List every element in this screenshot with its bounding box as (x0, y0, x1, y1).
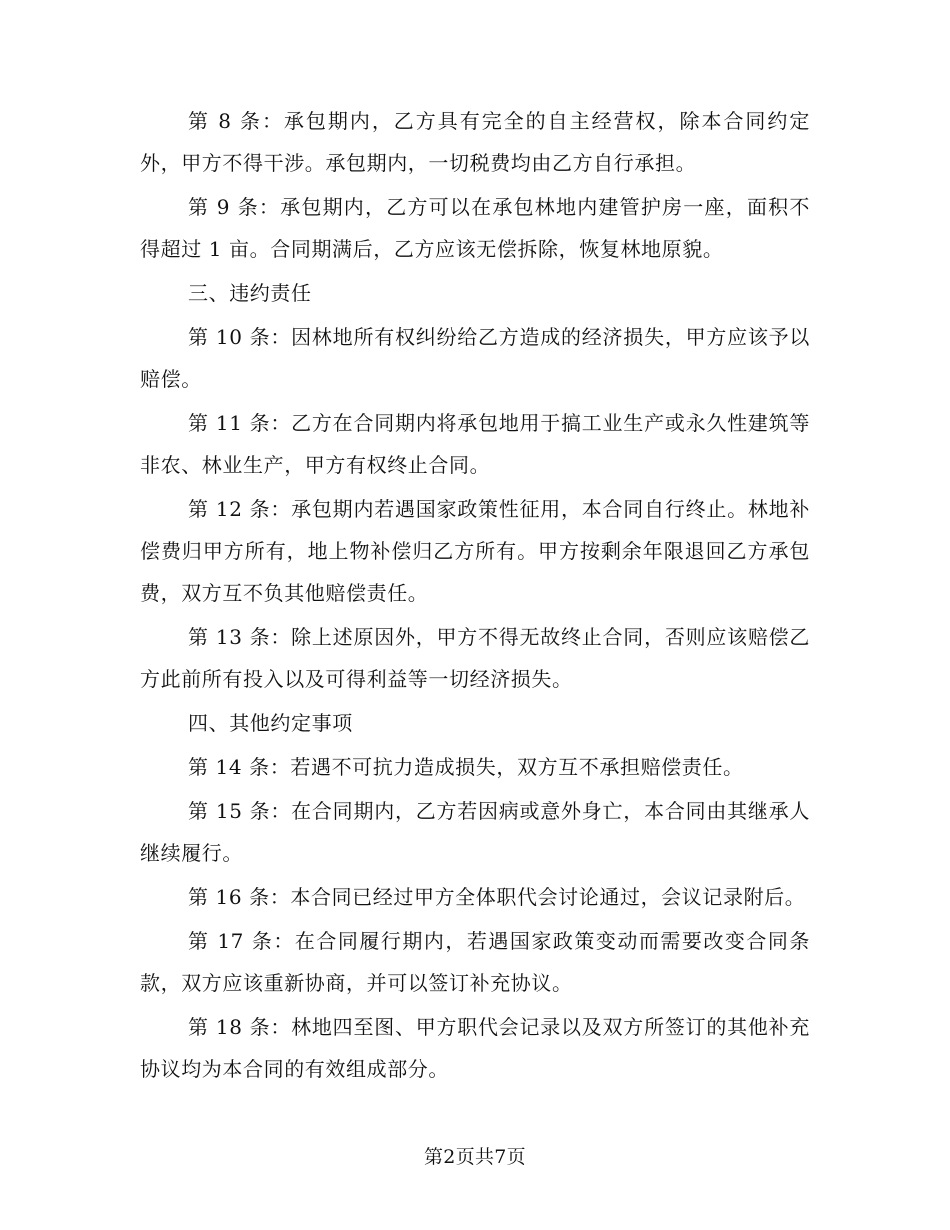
clause-12: 第 12 条：承包期内若遇国家政策性征用，本合同自行终止。林地补偿费归甲方所有，地上物补偿归乙方所有。甲方按剩余年限退回乙方承包费，双方互不负其他赔偿责任。 (140, 497, 810, 605)
clause-10: 第 10 条：因林地所有权纠纷给乙方造成的经济损失，甲方应该予以赔偿。 (140, 325, 810, 391)
document-body (140, 100, 810, 1092)
clause-16: 第 16 条：本合同已经过甲方全体职代会讨论通过，会议记录附后。 (188, 885, 806, 909)
page-number: 第2页共7页 (424, 1146, 526, 1168)
clause-9: 第 9 条：承包期内，乙方可以在承包林地内建管护房一座，面积不得超过 1 亩。合同期满后，乙方应该无偿拆除，恢复林地原貌。 (140, 195, 810, 261)
clause-18: 第 18 条：林地四至图、甲方职代会记录以及双方所签订的其他补充协议均为本合同的有效组成部分。 (140, 1015, 810, 1081)
clause-13: 第 13 条：除上述原因外，甲方不得无故终止合同，否则应该赔偿乙方此前所有投入以及可得利益等一切经济损失。 (140, 625, 810, 691)
clause-8: 第 8 条：承包期内，乙方具有完全的自主经营权，除本合同约定外，甲方不得干涉。承包期内，一切税费均由乙方自行承担。 (140, 109, 810, 175)
clause-11: 第 11 条：乙方在合同期内将承包地用于搞工业生产或永久性建筑等非农、林业生产，甲方有权终止合同。 (140, 411, 810, 477)
section-heading-breach: 三、违约责任 (188, 281, 312, 305)
section-heading-other: 四、其他约定事项 (188, 711, 353, 735)
clause-14: 第 14 条：若遇不可抗力造成损失，双方互不承担赔偿责任。 (188, 755, 744, 779)
clause-15: 第 15 条：在合同期内，乙方若因病或意外身亡，本合同由其继承人继续履行。 (140, 799, 810, 865)
clause-17: 第 17 条：在合同履行期内，若遇国家政策变动而需要改变合同条款，双方应该重新协商，并可以签订补充协议。 (140, 929, 810, 995)
